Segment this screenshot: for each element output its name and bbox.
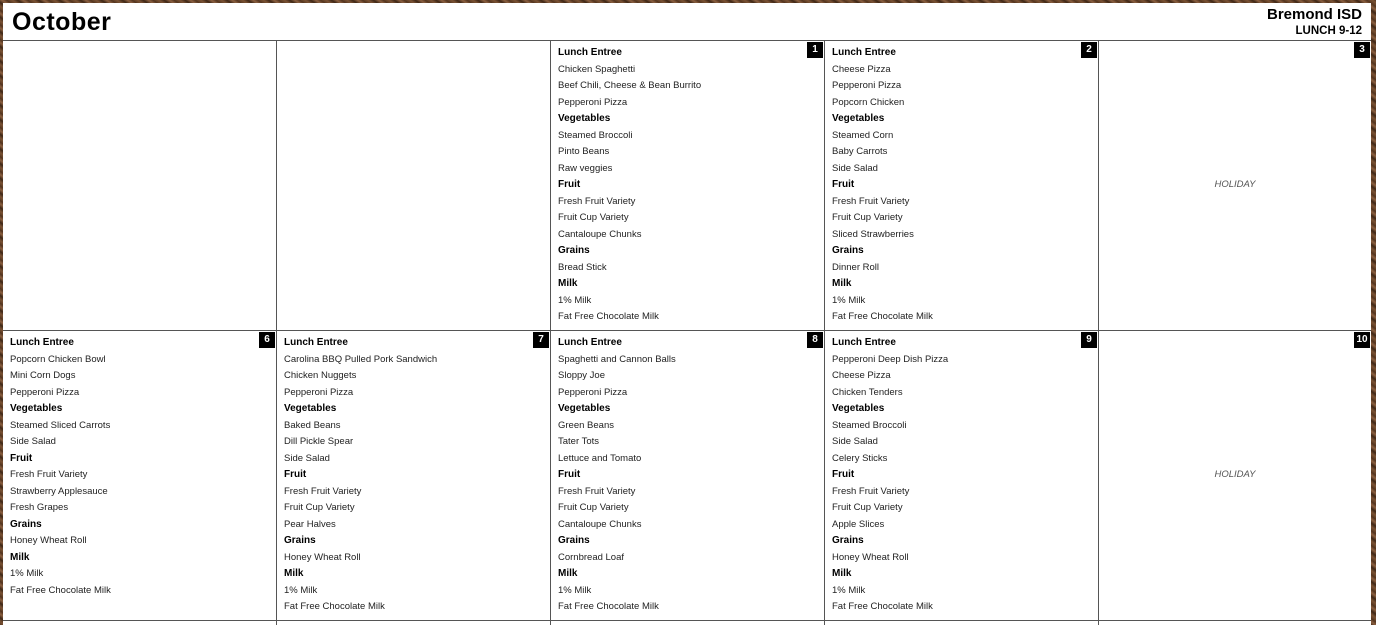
section-heading-fruit: Fruit <box>10 452 33 464</box>
menu-item: Fruit Cup Variety <box>558 502 629 513</box>
menu-item: Dill Pickle Spear <box>284 436 354 447</box>
menu-item: Spaghetti and Cannon Balls <box>558 353 676 365</box>
menu-item: Celery Sticks <box>832 452 888 464</box>
day-cell-partial <box>825 621 1099 625</box>
section-heading-milk: Milk <box>10 551 30 563</box>
menu-item: Pear Halves <box>284 518 336 530</box>
menu-item: Pepperoni Pizza <box>558 96 628 108</box>
section-heading-grains: Grains <box>284 535 316 546</box>
menu-item: Side Salad <box>284 452 330 464</box>
day-menu <box>558 335 802 616</box>
menu-item: Popcorn Chicken Bowl <box>10 353 106 365</box>
menu-subtitle: LUNCH 9-12 <box>1295 25 1362 37</box>
menu-item: Fat Free Chocolate Milk <box>832 311 933 322</box>
section-heading-vegetables: Vegetables <box>558 113 611 124</box>
section-heading-milk: Milk <box>284 568 304 579</box>
week-row-1 <box>3 41 1371 331</box>
menu-item: Side Salad <box>10 436 56 447</box>
section-heading-milk: Milk <box>558 278 578 289</box>
menu-item: Sliced Strawberries <box>832 228 914 240</box>
menu-item: Fresh Grapes <box>10 502 69 513</box>
menu-item: Fat Free Chocolate Milk <box>10 584 111 596</box>
menu-item: Pepperoni Deep Dish Pizza <box>832 353 949 365</box>
menu-item: Steamed Broccoli <box>558 129 633 141</box>
menu-item: Fresh Fruit Variety <box>832 485 910 497</box>
menu-item: Cantaloupe Chunks <box>558 518 642 530</box>
day-menu <box>558 45 802 326</box>
menu-item: Fat Free Chocolate Milk <box>832 601 933 612</box>
day-cell-6[interactable] <box>3 331 277 621</box>
district-name: Bremond ISD <box>1266 6 1362 23</box>
menu-item: 1% Milk <box>558 294 592 306</box>
menu-item: Steamed Corn <box>832 129 894 141</box>
menu-item: Carolina BBQ Pulled Pork Sandwich <box>284 353 438 365</box>
menu-item: Fat Free Chocolate Milk <box>284 601 385 612</box>
week-row-2 <box>3 331 1371 621</box>
day-number: 9 <box>1081 332 1097 348</box>
menu-item: Steamed Sliced Carrots <box>10 419 111 431</box>
menu-item: Fat Free Chocolate Milk <box>558 601 659 612</box>
day-menu <box>10 335 254 599</box>
menu-item: Bread Stick <box>558 261 607 273</box>
menu-item: Chicken Nuggets <box>284 370 357 381</box>
section-heading-entree: Lunch Entree <box>558 337 622 348</box>
day-cell-8[interactable] <box>551 331 825 621</box>
menu-item: Cheese Pizza <box>832 63 891 75</box>
menu-item: 1% Milk <box>832 584 866 596</box>
day-number: 1 <box>807 42 823 58</box>
menu-item: 1% Milk <box>10 568 44 579</box>
section-heading-vegetables: Vegetables <box>10 403 63 414</box>
menu-item: Cornbread Loaf <box>558 551 625 563</box>
menu-item: Fresh Fruit Variety <box>558 485 636 497</box>
section-heading-milk: Milk <box>558 568 578 579</box>
section-heading-vegetables: Vegetables <box>284 403 337 414</box>
calendar-grid <box>3 41 1371 625</box>
menu-item: Chicken Spaghetti <box>558 63 636 75</box>
section-heading-fruit: Fruit <box>284 469 307 480</box>
section-heading-fruit: Fruit <box>558 469 581 480</box>
menu-item: Baby Carrots <box>832 146 888 157</box>
day-cell-partial <box>3 621 277 625</box>
day-number: 2 <box>1081 42 1097 58</box>
section-heading-entree: Lunch Entree <box>558 47 622 58</box>
menu-item: Fresh Fruit Variety <box>284 485 362 497</box>
menu-item: Steamed Broccoli <box>832 419 907 431</box>
menu-item: Popcorn Chicken <box>832 96 905 108</box>
section-heading-milk: Milk <box>832 278 852 289</box>
section-heading-vegetables: Vegetables <box>558 403 611 414</box>
menu-item: Fresh Fruit Variety <box>10 469 88 480</box>
day-number: 3 <box>1354 42 1370 58</box>
day-cell-9[interactable] <box>825 331 1099 621</box>
section-heading-entree: Lunch Entree <box>10 337 74 348</box>
menu-item: Beef Chili, Cheese & Bean Burrito <box>558 80 702 91</box>
section-heading-entree: Lunch Entree <box>832 47 896 58</box>
day-cell-3[interactable] <box>1099 41 1371 331</box>
day-number: 8 <box>807 332 823 348</box>
section-heading-vegetables: Vegetables <box>832 403 885 414</box>
menu-item: Green Beans <box>558 419 614 431</box>
menu-item: 1% Milk <box>558 584 592 596</box>
menu-item: Baked Beans <box>284 419 341 431</box>
section-heading-fruit: Fruit <box>558 179 581 190</box>
menu-item: Fruit Cup Variety <box>284 502 355 513</box>
day-menu <box>284 335 528 616</box>
menu-item: Cheese Pizza <box>832 370 891 381</box>
menu-item: Honey Wheat Roll <box>10 535 87 546</box>
menu-item: Apple Slices <box>832 518 885 530</box>
section-heading-fruit: Fruit <box>832 469 855 480</box>
section-heading-entree: Lunch Entree <box>284 337 348 348</box>
menu-item: Fruit Cup Variety <box>558 212 629 223</box>
day-cell-empty <box>3 41 277 331</box>
section-heading-entree: Lunch Entree <box>832 337 896 348</box>
day-cell-1[interactable] <box>551 41 825 331</box>
week-row-3 <box>3 621 1371 625</box>
day-menu <box>832 335 1076 616</box>
month-title: October <box>12 8 112 36</box>
menu-item: Fruit Cup Variety <box>832 502 903 513</box>
day-number: 6 <box>259 332 275 348</box>
menu-item: Honey Wheat Roll <box>832 551 909 563</box>
menu-item: Strawberry Applesauce <box>10 485 108 497</box>
calendar-sheet <box>3 3 1371 625</box>
menu-item: Pepperoni Pizza <box>10 386 80 398</box>
day-number: 7 <box>533 332 549 348</box>
menu-item: 1% Milk <box>284 584 318 596</box>
day-number: 10 <box>1354 332 1370 348</box>
menu-item: 1% Milk <box>832 294 866 306</box>
menu-item: Raw veggies <box>558 162 613 174</box>
day-cell-empty <box>277 41 551 331</box>
section-heading-fruit: Fruit <box>832 179 855 190</box>
day-cell-7[interactable] <box>277 331 551 621</box>
section-heading-grains: Grains <box>558 245 590 256</box>
calendar-header <box>3 3 1371 41</box>
menu-item: Honey Wheat Roll <box>284 551 361 563</box>
section-heading-vegetables: Vegetables <box>832 113 885 124</box>
menu-item: Fresh Fruit Variety <box>558 195 636 207</box>
menu-item: Side Salad <box>832 162 878 174</box>
day-cell-2[interactable] <box>825 41 1099 331</box>
section-heading-grains: Grains <box>10 518 42 530</box>
menu-item: Cantaloupe Chunks <box>558 228 642 240</box>
menu-item: Pinto Beans <box>558 146 610 157</box>
menu-item: Pepperoni Pizza <box>284 386 354 398</box>
menu-item: Side Salad <box>832 436 878 447</box>
day-cell-partial <box>551 621 825 625</box>
day-cell-10[interactable] <box>1099 331 1371 621</box>
menu-item: Pepperoni Pizza <box>558 386 628 398</box>
day-menu <box>832 45 1076 326</box>
menu-item: Pepperoni Pizza <box>832 80 902 91</box>
menu-item: Tater Tots <box>558 436 600 447</box>
menu-item: Fresh Fruit Variety <box>832 195 910 207</box>
menu-item: Mini Corn Dogs <box>10 370 76 381</box>
day-cell-partial <box>1099 621 1371 625</box>
section-heading-milk: Milk <box>832 568 852 579</box>
section-heading-grains: Grains <box>558 535 590 546</box>
menu-item: Sloppy Joe <box>558 370 606 381</box>
holiday-label: HOLIDAY <box>1214 469 1256 480</box>
menu-item: Chicken Tenders <box>832 386 903 398</box>
holiday-label: HOLIDAY <box>1214 179 1256 190</box>
day-cell-partial <box>277 621 551 625</box>
section-heading-grains: Grains <box>832 535 864 546</box>
section-heading-grains: Grains <box>832 245 864 256</box>
menu-item: Fat Free Chocolate Milk <box>558 311 659 322</box>
menu-item: Lettuce and Tomato <box>558 452 642 464</box>
menu-item: Fruit Cup Variety <box>832 212 903 223</box>
menu-item: Dinner Roll <box>832 261 879 273</box>
